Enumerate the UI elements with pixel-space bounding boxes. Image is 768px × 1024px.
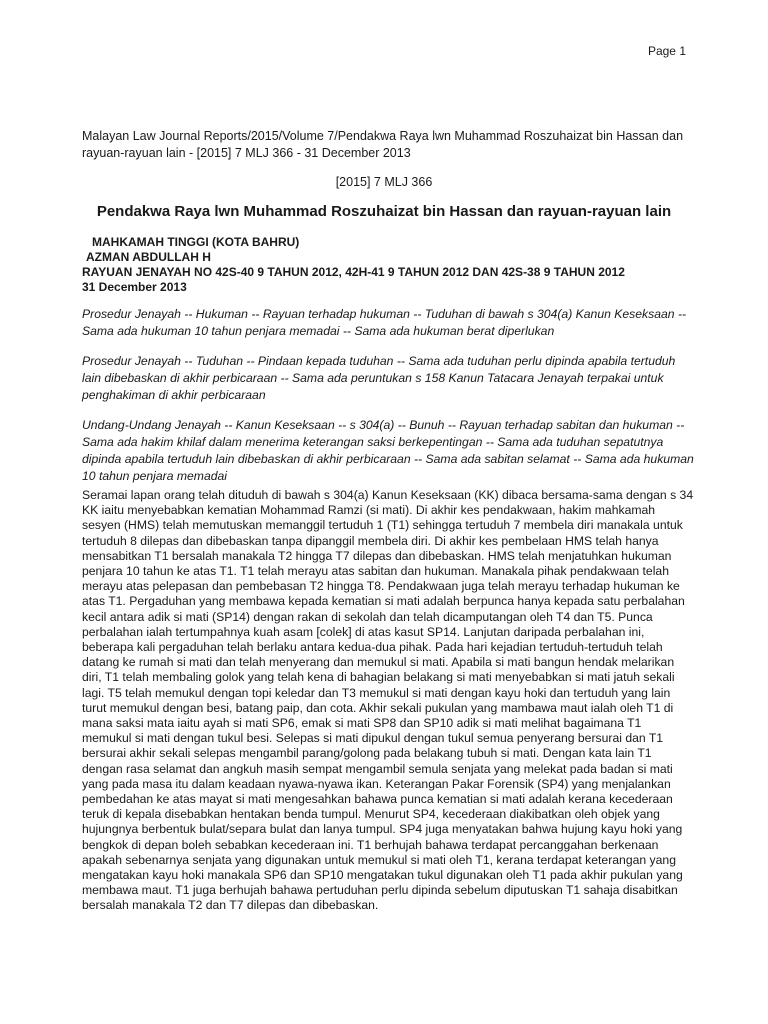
court-name: MAHKAMAH TINGGI (KOTA BAHRU) xyxy=(92,235,300,249)
judge-name: AZMAN ABDULLAH H xyxy=(86,250,211,264)
court-details xyxy=(82,235,702,295)
catchword-paragraph: Prosedur Jenayah -- Tuduhan -- Pindaan kepada tuduhan -- Sama ada tuduhan perlu dipinda apabila tertuduh lain dibebaskan di akhir perbicaraan -- Sama ada peruntukan s 158 Kanun Tatacara Jenayah terpakai untuk penghakiman di akhir perbicaraan xyxy=(82,354,676,402)
catchword-paragraph: Undang-Undang Jenayah -- Kanun Keseksaan -- s 304(a) -- Bunuh -- Rayuan terhadap sabitan dan hukuman -- Sama ada hakim khilaf dalam menerima keterangan saksi berkepentingan -- Sama ada tuduhan sepatutnya dipinda apabila tertuduh lain dibebaskan di akhir perbicaraan -- Sama ada sabitan selamat -- Sama ada hukuman 10 tahun penjara memadai xyxy=(82,418,694,483)
citation-line: Malayan Law Journal Reports/2015/Volume 7/Pendakwa Raya lwn Muhammad Roszuhaizat bin Hassan dan rayuan-rayuan lain - [2015] 7 MLJ 366 - 31 December 2013 xyxy=(82,129,684,160)
appeal-numbers: RAYUAN JENAYAH NO 42S-40 9 TAHUN 2012, 42H-41 9 TAHUN 2012 DAN 42S-38 9 TAHUN 2012 xyxy=(82,265,625,279)
case-reference: [2015] 7 MLJ 366 xyxy=(335,175,433,189)
case-title: Pendakwa Raya lwn Muhammad Roszuhaizat bin Hassan dan rayuan-rayuan lain xyxy=(96,203,672,220)
page-number: Page 1 xyxy=(647,44,686,58)
headnote-paragraph: Seramai lapan orang telah dituduh di bawah s 304(a) Kanun Keseksaan (KK) dibaca bersama-sama dengan s 34 KK iaitu menyebabkan kematian Mohammad Ramzi (si mati). Di akhir kes pendakwaan, hakim mahkamah sesyen (HMS) telah memutuskan memanggil tertuduh 1 (T1) sehingga tertuduh 7 membela diri manakala untuk tertuduh 8 dilepas dan dibebaskan tanpa dipanggil membela diri. Di akhir kes pembelaan HMS telah hanya mensabitkan T1 bersalah manakala T2 hingga T7 dilepas dan dibebaskan. HMS telah menjatuhkan hukuman penjara 10 tahun ke atas T1. T1 telah merayu atas sabitan dan hukuman. Manakala pihak pendakwaan telah merayu atas pelepasan dan pembebasan T2 hingga T8. Pendakwaan juga telah merayu terhadap hukuman ke atas T1. Pergaduhan yang membawa kepada kematian si mati adalah berpunca hanya kepada satu perbalahan kecil antara adik si mati (SP14) dengan rakan di sekolah dan telah dicamputangan oleh T4 dan T5. Punca perbalahan ialah tertumpahnya kuah asam [colek] di atas kasut SP14. Lanjutan daripada perbalahan ini, beberapa kali pergaduhan telah berlaku antara kedua-dua pihak. Pada hari kejadian tertuduh-tertuduh telah datang ke rumah si mati dan telah menyerang dan memukul si mati. Apabila si mati bangun hendak melarikan diri, T1 telah membaling golok yang telah kena di bahagian belakang si mati menyebabkan si mati jatuh sekali lagi. T5 telah memukul dengan topi keledar dan T3 memukul si mati dengan kayu hoki dan tertuduh yang lain turut memukul dengan besi, batang paip, dan cota. Akhir sekali pukulan yang mambawa maut ialah oleh T1 di mana saksi mata iaitu ayah si mati SP6, emak si mati SP8 dan SP10 adik si mati melihat bagaimana T1 memukul si mati dengan tukul besi. Selepas si mati dipukul dengan tukul semua penyerang bersurai dan T1 bersurai akhir sekali selepas mengambil parang/golong pada belakang tubuh si mati. Dengan kata lain T1 dengan rasa selamat dan angkuh masih sempat mengambil semula senjata yang melekat pada badan si mati yang pada masa itu dalam keadaan nyawa-nyawa ikan. Keterangan Pakar Forensik (SP4) yang menjalankan pembedahan ke atas mayat si mati mengesahkan bahawa punca kematian si mati adalah kerana kecederaan teruk di kepala disebabkan hentakan benda tumpul. Menurut SP4, kecederaan diakibatkan oleh objek yang hujungnya berbentuk bulat/separa bulat dan lanya tumpul. SP4 juga menyatakan bahwa hujung kayu hoki yang bengkok di depan boleh sebabkan kecederaan ini. T1 berhujah bahawa terdapat percanggahan berkenaan apakah sebenarnya senjata yang digunakan untuk memukul si mati oleh T1, kerana terdapat keterangan yang mengatakan kayu hoki manakala SP6 dan SP10 mengatakan tukul digunakan oleh T1 pada akhir pukulan yang membawa maut. T1 juga berhujah bahawa pertuduhan perlu dipinda sebelum diputuskan T1 sahaja disabitkan bersalah manakala T2 dan T7 dilepas dan dibebaskan. xyxy=(82,488,694,913)
judgment-date: 31 December 2013 xyxy=(82,280,187,294)
catchwords xyxy=(82,306,694,498)
catchword-paragraph: Prosedur Jenayah -- Hukuman -- Rayuan terhadap hukuman -- Tuduhan di bawah s 304(a) Kanun Keseksaan -- Sama ada hukuman 10 tahun penjara memadai -- Sama ada hukuman berat diperlukan xyxy=(82,307,687,338)
